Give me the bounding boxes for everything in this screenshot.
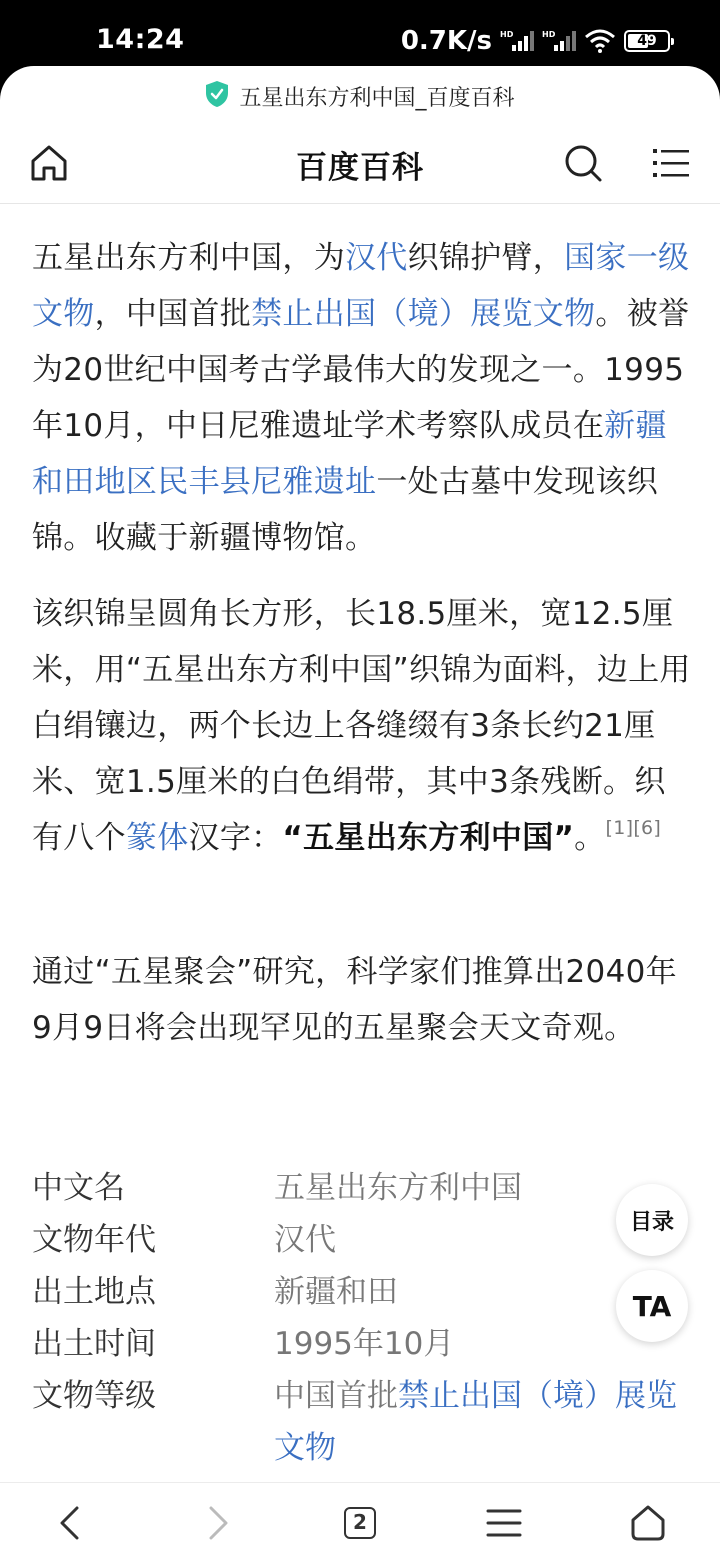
text-span: 织锦护臂， xyxy=(407,240,565,276)
battery-level: 49 xyxy=(637,33,657,49)
app-header xyxy=(0,122,720,204)
hd-signal-icon xyxy=(542,29,576,53)
address-bar[interactable] xyxy=(0,66,720,126)
menu-icon[interactable] xyxy=(650,142,692,184)
info-value: 汉代 xyxy=(274,1222,336,1258)
reference-6[interactable]: [6] xyxy=(633,817,662,839)
home-icon[interactable] xyxy=(626,1501,670,1545)
info-value xyxy=(274,1370,692,1474)
intro-paragraph xyxy=(32,230,692,566)
svg-text:HD: HD xyxy=(500,30,514,39)
menu-icon[interactable] xyxy=(482,1501,526,1545)
description-paragraph xyxy=(32,586,692,866)
info-row xyxy=(32,1214,692,1266)
text-span: 汉字： xyxy=(188,820,283,856)
tab-count: 2 xyxy=(344,1507,376,1539)
back-icon[interactable] xyxy=(48,1501,92,1545)
link-export-ban-relic[interactable]: 禁止出国（境）展览文物 xyxy=(251,296,596,332)
info-label: 出土地点 xyxy=(32,1274,156,1310)
text-span: ，中国首批 xyxy=(94,296,252,332)
status-time: 14:24 xyxy=(96,24,185,55)
link-niya-site[interactable]: 新疆和田地区民丰县尼雅遗址 xyxy=(32,408,667,500)
toc-button[interactable]: 目录 xyxy=(616,1184,688,1256)
info-row xyxy=(32,1162,692,1214)
info-row xyxy=(32,1318,692,1370)
text-span: 该织锦呈圆角长方形，长18.5厘米，宽12.5厘米，用“五星出东方利中国”织锦为面料，边上用白绢镶边，两个长边上各缝缀有3条长约21厘米、宽1.5厘米的白色绢带，其中3条残断。织有八个 xyxy=(32,596,691,856)
text-span: 一处古墓中发现该织锦。收藏于新疆博物馆。 xyxy=(32,464,659,556)
info-label: 出土时间 xyxy=(32,1326,156,1362)
text-span: 。被誉为20世纪中国考古学最伟大的发现之一。1995年10月，中日尼雅遗址学术考察队成员在 xyxy=(32,296,690,444)
text-span: 中国首批 xyxy=(274,1378,398,1414)
page-title: 百度百科 xyxy=(296,150,424,186)
info-label: 文物年代 xyxy=(32,1222,156,1258)
bottom-navigation xyxy=(0,1482,720,1560)
text-span: 通过“五星聚会”研究，科学家们推算出2040年9月9日将会出现罕见的五星聚会天文奇观。 xyxy=(32,954,677,1046)
info-label: 文物等级 xyxy=(32,1378,156,1414)
bold-inscription: “五星出东方利中国” xyxy=(282,820,575,856)
info-value: 五星出东方利中国 xyxy=(274,1170,522,1206)
page-url-title: 五星出东方利中国_百度百科 xyxy=(239,85,515,111)
link-national-first-class-relic[interactable]: 国家一级文物 xyxy=(32,240,690,332)
link-seal-script[interactable]: 篆体 xyxy=(125,820,189,856)
info-row xyxy=(32,1266,692,1318)
reference-1[interactable]: [1] xyxy=(605,817,634,839)
hd-signal-icon xyxy=(500,29,534,53)
research-paragraph xyxy=(32,944,692,1056)
link-han-dynasty[interactable]: 汉代 xyxy=(345,240,408,276)
network-speed: 0.7K/s xyxy=(400,26,492,56)
info-value: 新疆和田 xyxy=(274,1274,398,1310)
text-span: 五星出东方利中国，为 xyxy=(32,240,345,276)
svg-text:HD: HD xyxy=(542,30,556,39)
tabs-icon[interactable] xyxy=(338,1501,382,1545)
text-span: 。 xyxy=(574,820,606,856)
info-box xyxy=(32,1162,692,1474)
info-value: 1995年10月 xyxy=(274,1326,455,1362)
link-export-ban-relic[interactable]: 禁止出国（境）展览文物 xyxy=(274,1378,677,1466)
forward-icon[interactable] xyxy=(196,1501,240,1545)
info-label: 中文名 xyxy=(32,1170,125,1206)
battery-icon xyxy=(624,30,670,52)
status-indicators xyxy=(401,26,670,56)
info-row xyxy=(32,1370,692,1474)
shield-check-icon xyxy=(205,80,229,112)
wifi-icon xyxy=(584,29,616,53)
article-content xyxy=(0,204,720,1482)
ta-button[interactable]: TA xyxy=(616,1270,688,1342)
search-icon[interactable] xyxy=(562,142,604,184)
